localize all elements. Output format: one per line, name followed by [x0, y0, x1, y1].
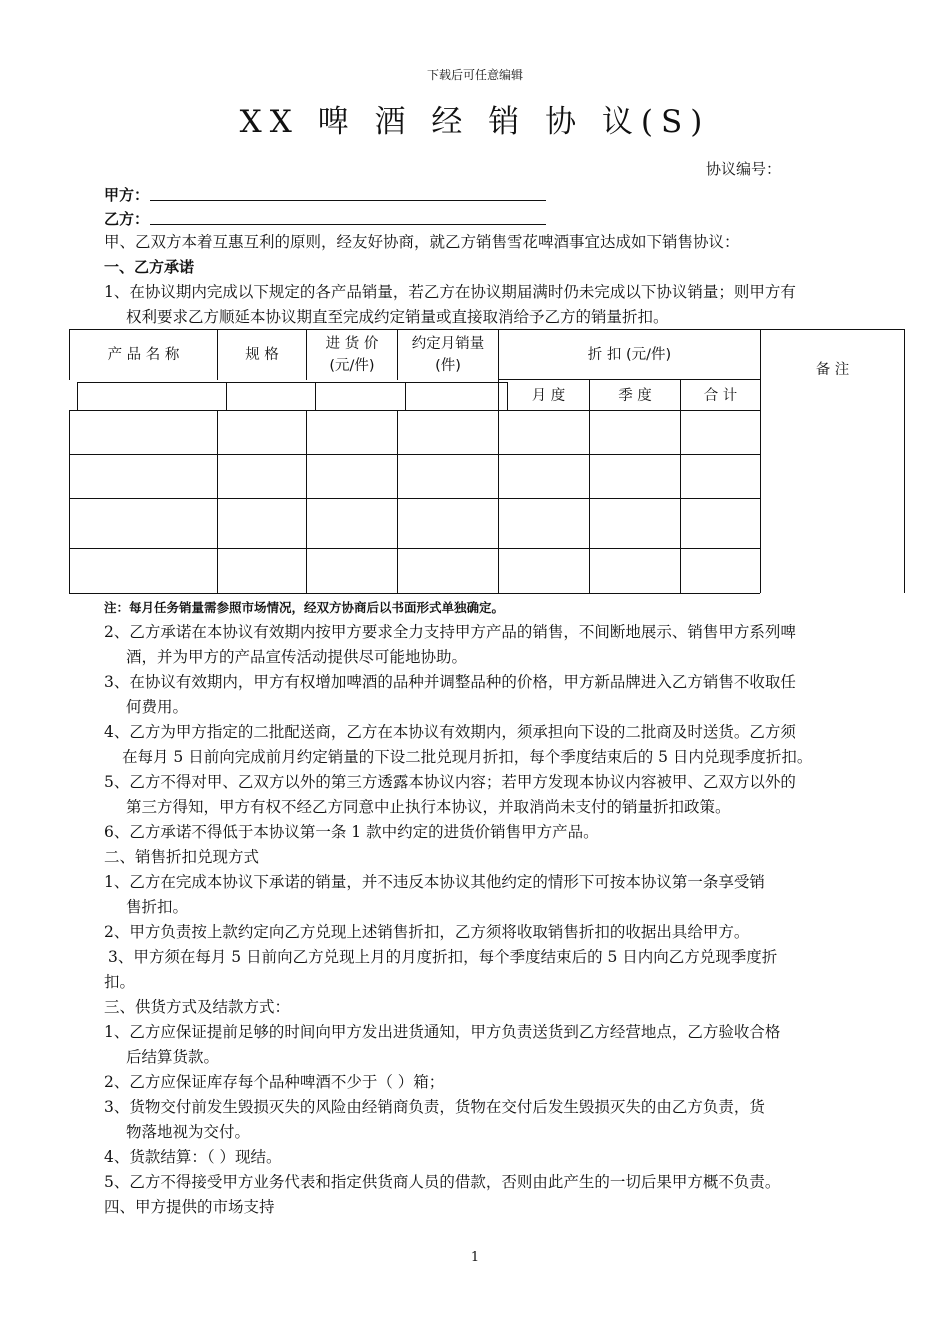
- party-a-label: 甲方：: [104, 186, 150, 204]
- th-product-name: 产 品 名 称: [107, 347, 180, 363]
- s1-item2-line2: 酒，并为甲方的产品宣传活动提供尽可能地协助。: [126, 648, 468, 666]
- table-rule: [904, 329, 905, 593]
- s1-item6: 6、乙方承诺不得低于本协议第一条 1 款中约定的进货价销售甲方产品。: [104, 823, 599, 841]
- s2-line: 3、甲方须在每月 5 日前向乙方兑现上月的月度折扣，每个季度结束后的 5 日内向乙方兑现季度折: [108, 948, 778, 966]
- s1-item5-line1: 5、乙方不得对甲、乙双方以外的第三方透露本协议内容；若甲方发现本协议内容被甲、乙双方以外的: [104, 773, 796, 791]
- th-purchase-price: [307, 330, 397, 380]
- s1-item1-line2: 权利要求乙方顺延本协议期直至完成约定销量或直接取消给予乙方的销量折扣。: [126, 308, 669, 326]
- table-row[interactable]: [70, 499, 760, 548]
- th-spec: 规 格: [245, 347, 279, 363]
- s1-item5-line2: 第三方得知，甲方有权不经乙方同意中止执行本协议，并取消尚未支付的销量折扣政策。: [126, 798, 731, 816]
- section4-heading: 四、甲方提供的市场支持: [104, 1198, 275, 1216]
- s1-item3-line1: 3、在协议有效期内，甲方有权增加啤酒的品种并调整品种的价格，甲方新品牌进入乙方销售不收取任: [104, 673, 796, 691]
- table-rule: [77, 382, 78, 410]
- intro-paragraph: 甲、乙双方本着互惠互利的原则，经友好协商，就乙方销售雪花啤酒事宜达成如下销售协议：: [104, 233, 740, 251]
- section3-heading: 三、供货方式及结款方式：: [104, 998, 291, 1016]
- table-row[interactable]: [70, 411, 760, 454]
- th-remark: 备 注: [815, 362, 850, 378]
- section2-heading: 二、销售折扣兑现方式: [104, 848, 260, 866]
- s3-line: 后结算货款。: [126, 1048, 220, 1066]
- th-agreed-volume: [398, 330, 498, 380]
- s3-line: 2、乙方应保证库存每个品种啤酒不少于（ ）箱；: [104, 1073, 445, 1091]
- s1-item3-line2: 何费用。: [126, 698, 189, 716]
- s3-line: 1、乙方应保证提前足够的时间向甲方发出进货通知，甲方负责送货到乙方经营地点，乙方验收合格: [104, 1023, 781, 1041]
- document-title: XX 啤 酒 经 销 协 议(S): [239, 104, 711, 140]
- th-monthly: 月 度: [531, 387, 566, 404]
- party-b-label: 乙方：: [104, 210, 150, 228]
- s2-line: 售折扣。: [126, 898, 189, 916]
- th-total: 合 计: [703, 387, 738, 404]
- th-agreed-volume-l1: 约定月销量: [411, 336, 485, 352]
- table-note: 注：每月任务销量需参照市场情况，经双方协商后以书面形式单独确定。: [104, 600, 505, 615]
- page-number: 1: [470, 1250, 480, 1265]
- s1-item2-line1: 2、乙方承诺在本协议有效期内按甲方要求全力支持甲方产品的销售，不间断地展示、销售甲方系列啤: [104, 623, 796, 641]
- header-note: 下载后可任意编辑: [426, 68, 523, 82]
- s2-line: 1、乙方在完成本协议下承诺的销量，并不违反本协议其他约定的情形下可按本协议第一条享受销: [104, 873, 765, 891]
- s3-line: 4、货款结算：（ ）现结。: [104, 1148, 282, 1166]
- table-rule: [405, 382, 406, 410]
- table-rule: [315, 382, 316, 410]
- th-purchase-price-l2: (元/件): [329, 358, 375, 374]
- th-agreed-volume-l2: (件): [435, 358, 461, 374]
- s1-item4-line1: 4、乙方为甲方指定的二批配送商，乙方在本协议有效期内，须承担向下设的二批商及时送货。乙方须: [104, 723, 796, 741]
- s3-line: 物落地视为交付。: [126, 1123, 251, 1141]
- table-rule: [498, 379, 760, 380]
- s2-line: 2、甲方负责按上款约定向乙方兑现上述销售折扣，乙方须将收取销售折扣的收据出具给甲方。: [104, 923, 750, 941]
- party-b-line: [150, 224, 546, 225]
- th-quarterly: 季 度: [618, 387, 652, 404]
- th-purchase-price-l1: 进 货 价: [325, 336, 379, 352]
- table-rule: [77, 382, 507, 383]
- th-discount: 折 扣 (元/件): [587, 346, 672, 363]
- table-rule: [226, 382, 227, 410]
- s1-item1-line1: 1、在协议期内完成以下规定的各产品销量，若乙方在协议期届满时仍未完成以下协议销量；则甲方有: [104, 283, 796, 301]
- table-row[interactable]: [70, 455, 760, 498]
- party-a-line: [150, 200, 546, 201]
- s3-line: 3、货物交付前发生毁损灭失的风险由经销商负责，货物在交付后发生毁损灭失的由乙方负责，货: [104, 1098, 765, 1116]
- s1-item4-line2: 在每月 5 日前向完成前月约定销量的下设二批兑现月折扣，每个季度结束后的 5 日内兑现季度折扣。: [122, 748, 813, 766]
- agreement-number-label: 协议编号：: [706, 160, 782, 178]
- table-rule: [69, 593, 760, 594]
- table-row[interactable]: [70, 549, 760, 593]
- s3-line: 5、乙方不得接受甲方业务代表和指定供货商人员的借款，否则由此产生的一切后果甲方概不负责。: [104, 1173, 781, 1191]
- s2-line: 扣。: [104, 973, 136, 991]
- section1-heading: 一、乙方承诺: [104, 258, 195, 276]
